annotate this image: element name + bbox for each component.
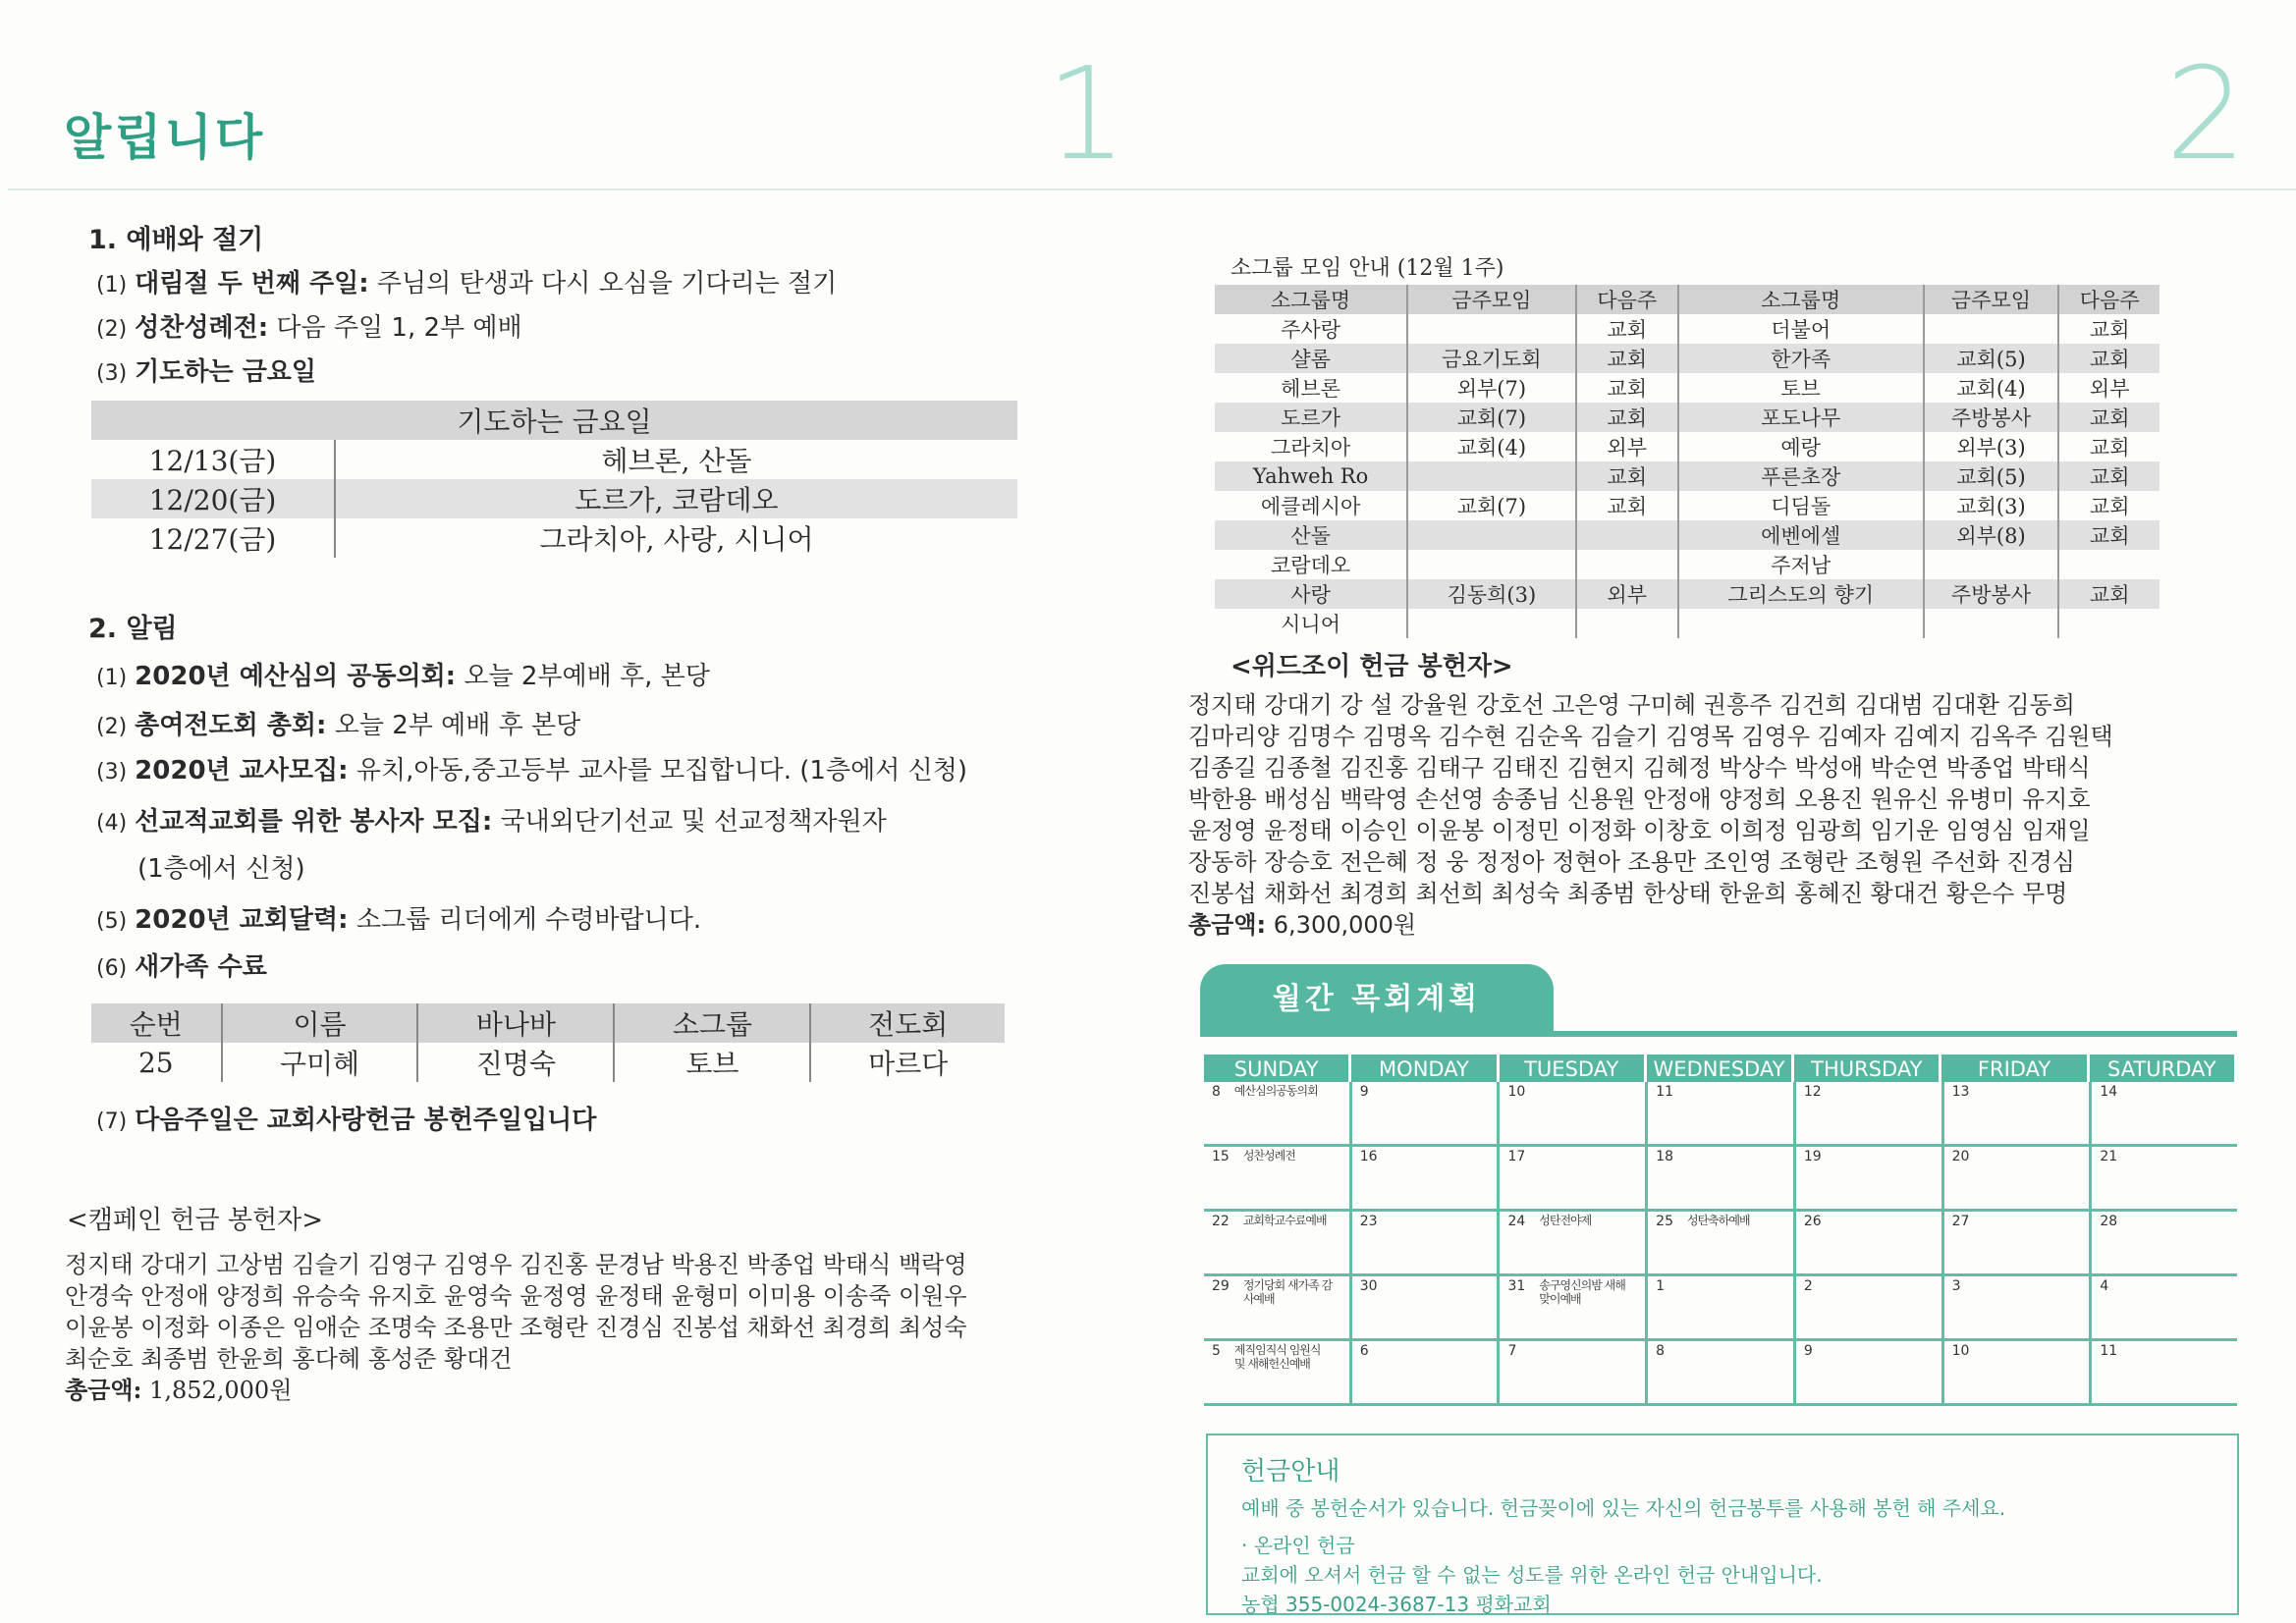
calendar-week-row [1204, 1082, 2237, 1147]
small-group-cell: 더불어 [1678, 314, 1924, 344]
notice-item-1: (1) 2020년 예산심의 공동의회: 오늘 2부예배 후, 본당 [96, 662, 710, 691]
calendar-date: 18 [1656, 1149, 1673, 1164]
small-group-header: 소그룹명 [1678, 285, 1924, 314]
small-group-cell: 산돌 [1215, 520, 1407, 550]
small-group-cell: 외부(7) [1407, 373, 1575, 403]
calendar-day-cell [1645, 1276, 1793, 1338]
small-group-cell: 외부(8) [1924, 520, 2059, 550]
small-group-cell: 교회 [1576, 344, 1678, 373]
calendar-date: 26 [1803, 1214, 1822, 1229]
donor-line: 정지태 강대기 고상범 김슬기 김영구 김영우 김진홍 문경남 박용진 박종업 박태식 백락영 [65, 1251, 967, 1278]
small-group-cell: 에벤에셀 [1678, 520, 1924, 550]
small-group-cell: 교회 [2058, 579, 2159, 609]
small-group-cell [1924, 314, 2059, 344]
calendar-date: 19 [1803, 1149, 1822, 1164]
calendar-day-cell [1349, 1082, 1498, 1144]
calendar-day-cell [2089, 1276, 2237, 1338]
small-group-cell: 외부 [2089, 377, 2130, 401]
calendar-date: 11 [1656, 1084, 1673, 1100]
small-group-cell [1924, 609, 2059, 638]
small-group-row [1215, 403, 2159, 432]
calendar-date: 24 [1507, 1214, 1526, 1229]
prayer-groups: 그라치아, 사랑, 시니어 [539, 523, 814, 556]
small-group-row [1215, 609, 2159, 638]
calendar-date: 22 [1212, 1214, 1230, 1229]
calendar-date: 23 [1359, 1214, 1378, 1229]
withjoy-donor-list [1188, 689, 2113, 941]
campaign-donor-list [65, 1249, 967, 1406]
calendar-day-cell [2089, 1212, 2237, 1273]
calendar-date: 20 [1951, 1149, 1970, 1164]
calendar-date: 15 [1212, 1149, 1230, 1164]
calendar-day-cell [2089, 1082, 2237, 1144]
prayer-groups: 도르가, 코람데오 [335, 479, 1017, 518]
prayer-date: 12/27(금) [91, 518, 335, 558]
offering-guide-box [1206, 1434, 2239, 1615]
section-heading-worship: 1. 예배와 절기 [88, 225, 264, 255]
calendar-date: 3 [1951, 1278, 1961, 1294]
calendar-day-header: THURSDAY [1794, 1055, 1939, 1082]
offering-guide-line: 예배 중 봉헌순서가 있습니다. 헌금꽂이에 있는 자신의 헌금봉투를 사용해 봉헌 해 주세요. [1241, 1496, 2006, 1520]
calendar-date: 29 [1212, 1278, 1230, 1294]
prayer-friday-table [91, 401, 1017, 558]
small-group-cell: 그리스도의 향기 [1678, 579, 1924, 609]
calendar-event: 성찬성례전 [1242, 1149, 1295, 1163]
small-group-cell: 한가족 [1678, 344, 1924, 373]
calendar-date: 5 [1212, 1343, 1221, 1359]
header-divider [8, 189, 2296, 190]
calendar-date: 8 [1656, 1343, 1666, 1359]
calendar-day-header: TUESDAY [1500, 1055, 1644, 1082]
small-group-cell: 헤브론 [1215, 373, 1407, 403]
small-group-cell: 주방봉사 [1924, 579, 2059, 609]
small-group-cell [1407, 550, 1575, 579]
small-group-cell: 주방봉사 [1924, 403, 2059, 432]
donor-line: 진봉섭 채화선 최경희 최선희 최성숙 최종범 한상태 한윤희 홍혜진 황대건 황은수 무명 [1188, 880, 2068, 907]
worship-item-3: (3) 기도하는 금요일 [96, 357, 317, 387]
calendar-day-cell [1645, 1212, 1793, 1273]
small-group-cell [1576, 609, 1678, 638]
monthly-plan-rule [1200, 1031, 2237, 1037]
withjoy-total: 총금액: 6,300,000원 [1188, 911, 1417, 939]
small-group-cell: 도르가 [1215, 403, 1407, 432]
new-family-table [91, 1003, 1005, 1082]
small-group-cell: 교회 [1576, 403, 1678, 432]
newfam-header: 전도회 [810, 1003, 1005, 1043]
small-group-cell: 사랑 [1215, 579, 1407, 609]
calendar-week-row [1204, 1341, 2237, 1406]
small-group-cell: 교회 [2058, 461, 2159, 491]
calendar-day-cell [1941, 1147, 2090, 1209]
calendar-date: 14 [2100, 1084, 2118, 1100]
calendar-day-cell [1497, 1147, 1645, 1209]
calendar-event: 정기당회 새가족 감사예배 [1242, 1278, 1333, 1306]
online-offering-title: · 온라인 헌금 [1241, 1534, 1355, 1557]
small-group-cell: 외부 [1576, 432, 1678, 461]
calendar-day-cell [1349, 1212, 1498, 1273]
small-group-cell: 교회 [1576, 373, 1678, 403]
small-group-row [1215, 461, 2159, 491]
newfam-header: 이름 [222, 1003, 418, 1043]
page-title: 알립니다 [64, 109, 266, 166]
calendar-week-row [1204, 1212, 2237, 1276]
calendar-day-cell [2089, 1147, 2237, 1209]
calendar-day-cell [1497, 1276, 1645, 1338]
calendar-event: 성탄축하예배 [1686, 1214, 1750, 1227]
online-offering-line: 교회에 오셔서 헌금 할 수 없는 성도를 위한 온라인 헌금 안내입니다. [1241, 1563, 1823, 1587]
prayer-date: 12/20(금) [91, 479, 335, 518]
calendar-weekday-header [1204, 1055, 2237, 1082]
calendar-day-cell [1497, 1212, 1645, 1273]
notice-item-3: (3) 2020년 교사모집: 유치,아동,중고등부 교사를 모집합니다. (1층에서 신청) [96, 756, 967, 785]
small-group-row [1215, 344, 2159, 373]
calendar-day-header: MONDAY [1351, 1055, 1496, 1082]
small-group-cell: 푸른초장 [1678, 461, 1924, 491]
donor-line: 박한용 배성심 백락영 손선영 송종님 신용원 안정애 양정희 오용진 원유신 유병미 유지호 [1188, 785, 2091, 813]
donor-line: 윤정영 윤정태 이승인 이윤봉 이정민 이정화 이창호 이희정 임광희 임기운 임영심 임재일 [1188, 817, 2091, 844]
small-group-cell: 교회 [2089, 318, 2130, 342]
small-group-cell: 외부(3) [1924, 432, 2059, 461]
campaign-donors-title: <캠페인 헌금 봉헌자> [67, 1206, 324, 1235]
calendar-day-cell [1204, 1276, 1349, 1338]
small-group-cell [1407, 461, 1575, 491]
small-group-cell: 교회(5) [1924, 461, 2059, 491]
calendar-date: 10 [1507, 1084, 1526, 1100]
small-group-cell [1678, 609, 1924, 638]
calendar-day-cell [1793, 1276, 1941, 1338]
small-group-cell: 교회 [1576, 461, 1678, 491]
small-group-row [1215, 432, 2159, 461]
calendar-date: 6 [1359, 1343, 1369, 1359]
notice-item-6: (6) 새가족 수료 [96, 952, 267, 982]
small-group-cell: 토브 [1678, 373, 1924, 403]
calendar-date: 2 [1803, 1278, 1813, 1294]
newfam-cell: 25 [91, 1043, 222, 1082]
calendar-week-row [1204, 1276, 2237, 1341]
prayer-date: 12/13(금) [91, 440, 335, 479]
calendar-day-cell [1204, 1082, 1349, 1144]
small-group-cell [1407, 520, 1575, 550]
prayer-table-header: 기도하는 금요일 [91, 401, 1017, 440]
small-group-header: 소그룹명 [1215, 285, 1407, 314]
small-group-cell [1924, 550, 2059, 579]
calendar-date: 25 [1656, 1214, 1673, 1229]
small-group-cell [1407, 609, 1575, 638]
small-group-header: 다음주 [1576, 285, 1678, 314]
calendar-event: 교회학교수료예배 [1242, 1214, 1327, 1227]
calendar-day-cell [1645, 1341, 1793, 1403]
small-group-cell: 교회 [2089, 495, 2130, 518]
calendar-event: 성탄전야제 [1539, 1214, 1592, 1227]
small-group-row [1215, 550, 2159, 579]
donor-line: 이윤봉 이정화 이종은 임애순 조명숙 조용만 조형란 진경심 진봉섭 채화선 최경희 최성숙 [65, 1314, 967, 1341]
small-group-cell: 에클레시아 [1215, 491, 1407, 520]
calendar-date: 11 [2100, 1343, 2118, 1359]
small-group-table [1215, 285, 2159, 638]
small-group-row [1215, 520, 2159, 550]
small-group-cell: 교회 [2058, 520, 2159, 550]
withjoy-donors-title: <위드조이 헌금 봉헌자> [1230, 652, 1513, 681]
calendar-day-cell [1204, 1212, 1349, 1273]
donor-line: 김종길 김종철 김진홍 김태구 김태진 김현지 김혜정 박상수 박성애 박순연 박종업 박태식 [1188, 754, 2091, 782]
calendar-date: 1 [1656, 1278, 1666, 1294]
small-group-header: 금주모임 [1924, 285, 2059, 314]
small-group-cell: 주저남 [1678, 550, 1924, 579]
small-group-cell [2058, 550, 2159, 579]
calendar-date: 10 [1951, 1343, 1970, 1359]
notice-item-5: (5) 2020년 교회달력: 소그룹 리더에게 수령바랍니다. [96, 905, 702, 935]
small-group-cell: 주사랑 [1215, 314, 1407, 344]
donor-line: 최순호 최종범 한윤희 홍다혜 홍성준 황대건 [65, 1345, 513, 1373]
calendar-date: 8 [1212, 1084, 1221, 1100]
calendar-date: 12 [1803, 1084, 1822, 1100]
small-group-cell: 포도나무 [1678, 403, 1924, 432]
calendar-day-cell [1497, 1082, 1645, 1144]
notice-item-4: (4) 선교적교회를 위한 봉사자 모집: 국내외단기선교 및 선교정책자원자 [96, 807, 887, 837]
page-number-left: 1 [1046, 39, 1127, 189]
calendar-date: 17 [1507, 1149, 1526, 1164]
calendar-day-header: SATURDAY [2090, 1055, 2234, 1082]
small-group-cell: 샬롬 [1215, 344, 1407, 373]
small-group-cell [1576, 550, 1678, 579]
small-group-cell: 코람데오 [1215, 550, 1407, 579]
calendar-date: 7 [1507, 1343, 1517, 1359]
calendar-day-header: SUNDAY [1204, 1055, 1348, 1082]
page-number-right: 2 [2165, 39, 2247, 189]
small-group-cell: 교회(7) [1407, 491, 1575, 520]
newfam-header: 소그룹 [614, 1003, 810, 1043]
notice-item-4-cont: (1층에서 신청) [137, 854, 305, 884]
offering-guide-title: 헌금안내 [1241, 1457, 1340, 1487]
small-group-row [1215, 491, 2159, 520]
worship-item-1: (1) 대림절 두 번째 주일: 주님의 탄생과 다시 오심을 기다리는 절기 [96, 269, 838, 298]
campaign-total: 총금액: 1,852,000원 [65, 1376, 293, 1404]
small-group-title: 소그룹 모임 안내 (12월 1주) [1230, 256, 1504, 281]
small-group-cell [1576, 520, 1678, 550]
small-group-cell: 교회 [1576, 491, 1678, 520]
small-group-cell: 교회(7) [1407, 403, 1575, 432]
small-group-header: 금주모임 [1407, 285, 1575, 314]
calendar-day-cell [1793, 1341, 1941, 1403]
small-group-cell: 예랑 [1678, 432, 1924, 461]
small-group-cell: 그라치아 [1215, 432, 1407, 461]
prayer-groups: 헤브론, 산돌 [601, 445, 752, 477]
calendar-day-cell [1349, 1341, 1498, 1403]
monthly-calendar [1204, 1055, 2237, 1406]
calendar-date: 28 [2100, 1214, 2118, 1229]
donor-line: 안경숙 안정애 양정희 유승숙 유지호 윤영숙 윤정영 윤정태 윤형미 이미용 이송죽 이원우 [65, 1282, 967, 1310]
small-group-cell [1407, 314, 1575, 344]
small-group-row [1215, 314, 2159, 344]
notice-item-7: (7) 다음주일은 교회사랑헌금 봉헌주일입니다 [96, 1106, 597, 1135]
calendar-day-cell [1497, 1341, 1645, 1403]
calendar-day-cell [1645, 1147, 1793, 1209]
small-group-cell: 외부 [1576, 579, 1678, 609]
calendar-day-cell [1349, 1147, 1498, 1209]
small-group-cell: 금요기도회 [1407, 344, 1575, 373]
donor-line: 김마리양 김명수 김명옥 김수현 김순옥 김슬기 김영목 김영우 김예자 김예지 김옥주 김원택 [1188, 723, 2113, 750]
donor-line: 장동하 장승호 전은혜 정 웅 정정아 정현아 조용만 조인영 조형란 조형원 주선화 진경심 [1188, 848, 2075, 876]
calendar-day-cell [1204, 1341, 1349, 1403]
calendar-day-header: FRIDAY [1941, 1055, 2086, 1082]
calendar-day-cell [1645, 1082, 1793, 1144]
worship-item-2: (2) 성찬성례전: 다음 주일 1, 2부 예배 [96, 313, 522, 343]
calendar-date: 30 [1359, 1278, 1378, 1294]
calendar-event: 예산심의공동의회 [1233, 1084, 1318, 1098]
small-group-cell: 교회(3) [1924, 491, 2059, 520]
bank-account: 농협 355-0024-3687-13 평화교회 [1241, 1593, 1552, 1616]
small-group-row [1215, 579, 2159, 609]
calendar-day-cell [1204, 1147, 1349, 1209]
small-group-cell [2058, 609, 2159, 638]
calendar-day-cell [2089, 1341, 2237, 1403]
small-group-cell: 교회(4) [1407, 432, 1575, 461]
small-group-cell: 교회 [1576, 314, 1678, 344]
calendar-date: 16 [1359, 1149, 1378, 1164]
calendar-day-cell [1349, 1276, 1498, 1338]
calendar-date: 13 [1951, 1084, 1970, 1100]
small-group-cell: 김동희(3) [1407, 579, 1575, 609]
small-group-cell: 교회(4) [1924, 373, 2059, 403]
calendar-day-cell [1793, 1147, 1941, 1209]
calendar-week-row [1204, 1147, 2237, 1212]
monthly-plan-tab: 월간 목회계획 [1200, 964, 1554, 1031]
small-group-row [1215, 373, 2159, 403]
calendar-day-cell [1793, 1212, 1941, 1273]
newfam-cell: 마르다 [868, 1048, 949, 1080]
notice-item-2: (2) 총여전도회 총회: 오늘 2부 예배 후 본당 [96, 711, 581, 740]
calendar-day-cell [1793, 1082, 1941, 1144]
calendar-date: 4 [2100, 1278, 2109, 1294]
newfam-header: 바나바 [417, 1003, 614, 1043]
small-group-header: 다음주 [2058, 285, 2159, 314]
calendar-day-cell [1941, 1276, 2090, 1338]
newfam-cell: 진명숙 [417, 1043, 614, 1082]
small-group-cell: 교회 [2058, 403, 2159, 432]
calendar-date: 31 [1507, 1278, 1526, 1294]
newfam-cell: 토브 [614, 1043, 810, 1082]
small-group-cell: 디딤돌 [1678, 491, 1924, 520]
calendar-event: 제직임직식 임원식 및 새해헌신예배 [1233, 1343, 1321, 1371]
small-group-cell: 교회 [2089, 436, 2130, 460]
newfam-header: 순번 [91, 1003, 222, 1043]
calendar-date: 9 [1803, 1343, 1813, 1359]
small-group-cell: 시니어 [1215, 609, 1407, 638]
calendar-day-cell [1941, 1341, 2090, 1403]
newfam-cell: 구미혜 [222, 1043, 418, 1082]
small-group-cell: 교회(5) [1924, 344, 2059, 373]
calendar-date: 21 [2100, 1149, 2118, 1164]
small-group-cell: Yahweh Ro [1215, 461, 1407, 491]
calendar-date: 27 [1951, 1214, 1970, 1229]
calendar-day-cell [1941, 1082, 2090, 1144]
calendar-body [1204, 1082, 2237, 1406]
small-group-cell: 교회 [2058, 344, 2159, 373]
calendar-event: 송구영신의밤 새해맞이예배 [1539, 1278, 1625, 1306]
section-heading-notices: 2. 알림 [88, 614, 178, 644]
donor-line: 정지태 강대기 강 설 강율원 강호선 고은영 구미혜 권흥주 김건희 김대범 김대환 김동희 [1188, 691, 2075, 719]
calendar-day-header: WEDNESDAY [1647, 1055, 1791, 1082]
calendar-date: 9 [1359, 1084, 1369, 1100]
calendar-day-cell [1941, 1212, 2090, 1273]
